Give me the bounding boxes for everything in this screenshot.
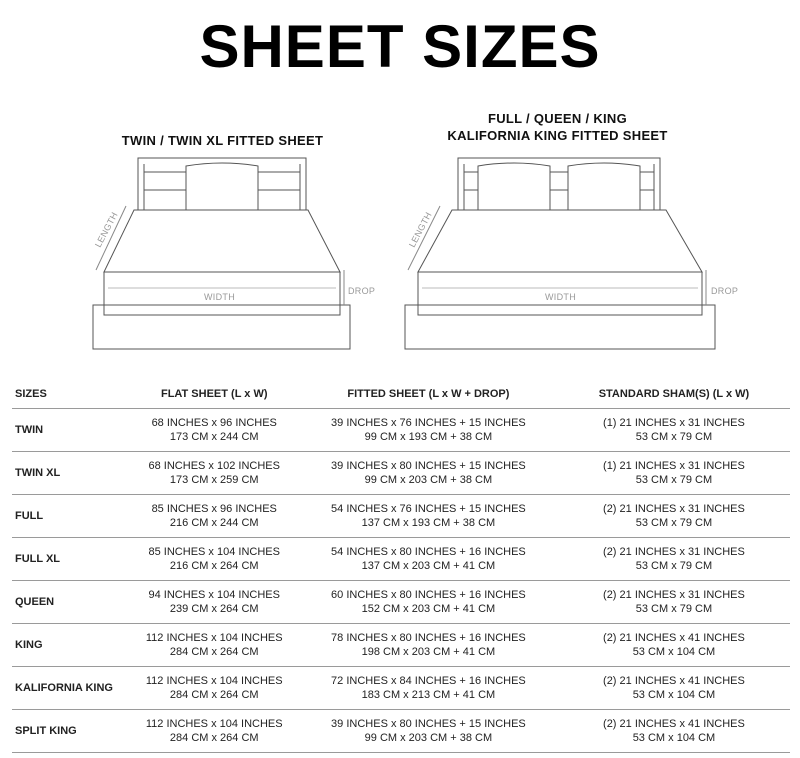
- sham-cm: 53 CM x 104 CM: [632, 689, 716, 701]
- fitted-sheet-cell: [299, 588, 558, 616]
- sham-inches: (2) 21 INCHES x 31 INCHES: [603, 546, 745, 558]
- sham-cell: [558, 717, 790, 745]
- full-width-label: WIDTH: [545, 292, 576, 302]
- size-name: KING: [15, 639, 43, 651]
- size-name: FULL XL: [15, 553, 61, 565]
- sham-inches: (2) 21 INCHES x 31 INCHES: [603, 503, 745, 515]
- flat-sheet-cell: [130, 416, 299, 444]
- full-king-caption-line2: KALIFORNIA KING FITTED SHEET: [447, 128, 668, 143]
- header-flat-sheet: FLAT SHEET (L x W): [160, 388, 268, 400]
- flat-inches: 94 INCHES x 104 INCHES: [148, 589, 280, 601]
- table-row: [12, 495, 790, 538]
- sham-cell: [558, 545, 790, 573]
- fitted-cm: 183 CM x 213 CM + 41 CM: [361, 689, 496, 701]
- fitted-cm: 99 CM x 203 CM + 38 CM: [364, 474, 493, 486]
- fitted-inches: 39 INCHES x 80 INCHES + 15 INCHES: [331, 460, 526, 472]
- flat-inches: 112 INCHES x 104 INCHES: [145, 632, 283, 644]
- fitted-cm: 137 CM x 193 CM + 38 CM: [361, 517, 496, 529]
- sham-cell: [558, 588, 790, 616]
- flat-cm: 173 CM x 259 CM: [169, 474, 259, 486]
- sham-inches: (1) 21 INCHES x 31 INCHES: [603, 460, 745, 472]
- flat-inches: 85 INCHES x 96 INCHES: [151, 503, 277, 515]
- fitted-sheet-cell: [299, 631, 558, 659]
- sham-inches: (2) 21 INCHES x 41 INCHES: [603, 632, 745, 644]
- size-name: SPLIT KING: [15, 725, 77, 737]
- table-row: [12, 538, 790, 581]
- table-row: [12, 667, 790, 710]
- full-length-label: LENGTH: [406, 210, 434, 249]
- fitted-sheet-cell: [299, 717, 558, 745]
- sham-cm: 53 CM x 104 CM: [632, 646, 716, 658]
- full-king-bed-illustration: [405, 158, 715, 349]
- fitted-inches: 39 INCHES x 80 INCHES + 15 INCHES: [331, 718, 526, 730]
- sham-cell: [558, 631, 790, 659]
- fitted-sheet-cell: [299, 502, 558, 530]
- size-name: FULL: [15, 510, 44, 522]
- sham-cell: [558, 459, 790, 487]
- full-king-caption-line1: FULL / QUEEN / KING: [487, 111, 628, 126]
- size-name: TWIN XL: [15, 467, 61, 479]
- twin-length-label: LENGTH: [92, 210, 120, 249]
- full-drop-label: DROP: [711, 286, 739, 296]
- fitted-cm: 198 CM x 203 CM + 41 CM: [361, 646, 496, 658]
- sham-cm: 53 CM x 79 CM: [635, 431, 713, 443]
- sheet-size-table: [12, 380, 790, 753]
- twin-drop-label: DROP: [348, 286, 376, 296]
- fitted-inches: 39 INCHES x 76 INCHES + 15 INCHES: [331, 417, 526, 429]
- flat-sheet-cell: [130, 588, 299, 616]
- twin-bed-illustration: [93, 158, 350, 349]
- fitted-cm: 99 CM x 193 CM + 38 CM: [364, 431, 493, 443]
- fitted-inches: 72 INCHES x 84 INCHES + 16 INCHES: [331, 675, 526, 687]
- flat-sheet-cell: [130, 502, 299, 530]
- sham-cm: 53 CM x 79 CM: [635, 517, 713, 529]
- fitted-sheet-cell: [299, 416, 558, 444]
- fitted-inches: 54 INCHES x 76 INCHES + 15 INCHES: [331, 503, 526, 515]
- table-row: [12, 710, 790, 753]
- flat-cm: 216 CM x 264 CM: [169, 560, 259, 572]
- header-standard-sham: STANDARD SHAM(S) (L x W): [598, 388, 750, 400]
- sham-cm: 53 CM x 79 CM: [635, 474, 713, 486]
- size-name: KALIFORNIA KING: [15, 682, 113, 694]
- table-row: [12, 581, 790, 624]
- sham-inches: (2) 21 INCHES x 41 INCHES: [603, 718, 745, 730]
- table-row: [12, 409, 790, 452]
- fitted-sheet-cell: [299, 545, 558, 573]
- fitted-cm: 152 CM x 203 CM + 41 CM: [361, 603, 496, 615]
- flat-sheet-cell: [130, 459, 299, 487]
- flat-sheet-cell: [130, 717, 299, 745]
- header-sizes: SIZES: [15, 388, 47, 400]
- flat-inches: 68 INCHES x 102 INCHES: [148, 460, 280, 472]
- sham-cm: 53 CM x 79 CM: [635, 560, 713, 572]
- sham-cm: 53 CM x 104 CM: [632, 732, 716, 744]
- size-name: TWIN: [15, 424, 44, 436]
- flat-cm: 284 CM x 264 CM: [169, 646, 259, 658]
- table-row: [12, 452, 790, 495]
- sham-cell: [558, 674, 790, 702]
- fitted-sheet-cell: [299, 459, 558, 487]
- size-name: QUEEN: [15, 596, 55, 608]
- flat-inches: 112 INCHES x 104 INCHES: [145, 675, 283, 687]
- twin-caption-text: TWIN / TWIN XL FITTED SHEET: [121, 133, 324, 148]
- fitted-sheet-cell: [299, 674, 558, 702]
- table-header-row: [12, 380, 790, 409]
- header-fitted-sheet: FITTED SHEET (L x W + DROP): [347, 388, 510, 400]
- sham-inches: (2) 21 INCHES x 41 INCHES: [603, 675, 745, 687]
- flat-sheet-cell: [130, 674, 299, 702]
- flat-cm: 239 CM x 264 CM: [169, 603, 259, 615]
- sham-cm: 53 CM x 79 CM: [635, 603, 713, 615]
- fitted-cm: 137 CM x 203 CM + 41 CM: [361, 560, 496, 572]
- flat-cm: 284 CM x 264 CM: [169, 689, 259, 701]
- fitted-cm: 99 CM x 203 CM + 38 CM: [364, 732, 493, 744]
- fitted-inches: 78 INCHES x 80 INCHES + 16 INCHES: [331, 632, 526, 644]
- flat-inches: 112 INCHES x 104 INCHES: [145, 718, 283, 730]
- twin-width-label: WIDTH: [204, 292, 235, 302]
- sham-inches: (1) 21 INCHES x 31 INCHES: [603, 417, 745, 429]
- flat-cm: 284 CM x 264 CM: [169, 732, 259, 744]
- sham-inches: (2) 21 INCHES x 31 INCHES: [603, 589, 745, 601]
- fitted-inches: 54 INCHES x 80 INCHES + 16 INCHES: [331, 546, 526, 558]
- flat-cm: 216 CM x 244 CM: [169, 517, 259, 529]
- bed-diagrams: [0, 0, 800, 370]
- flat-inches: 85 INCHES x 104 INCHES: [148, 546, 280, 558]
- table-row: [12, 624, 790, 667]
- flat-inches: 68 INCHES x 96 INCHES: [151, 417, 277, 429]
- fitted-inches: 60 INCHES x 80 INCHES + 16 INCHES: [331, 589, 526, 601]
- flat-sheet-cell: [130, 545, 299, 573]
- sham-cell: [558, 502, 790, 530]
- flat-sheet-cell: [130, 631, 299, 659]
- page-title: SHEET SIZES: [199, 13, 601, 80]
- sham-cell: [558, 416, 790, 444]
- flat-cm: 173 CM x 244 CM: [169, 431, 259, 443]
